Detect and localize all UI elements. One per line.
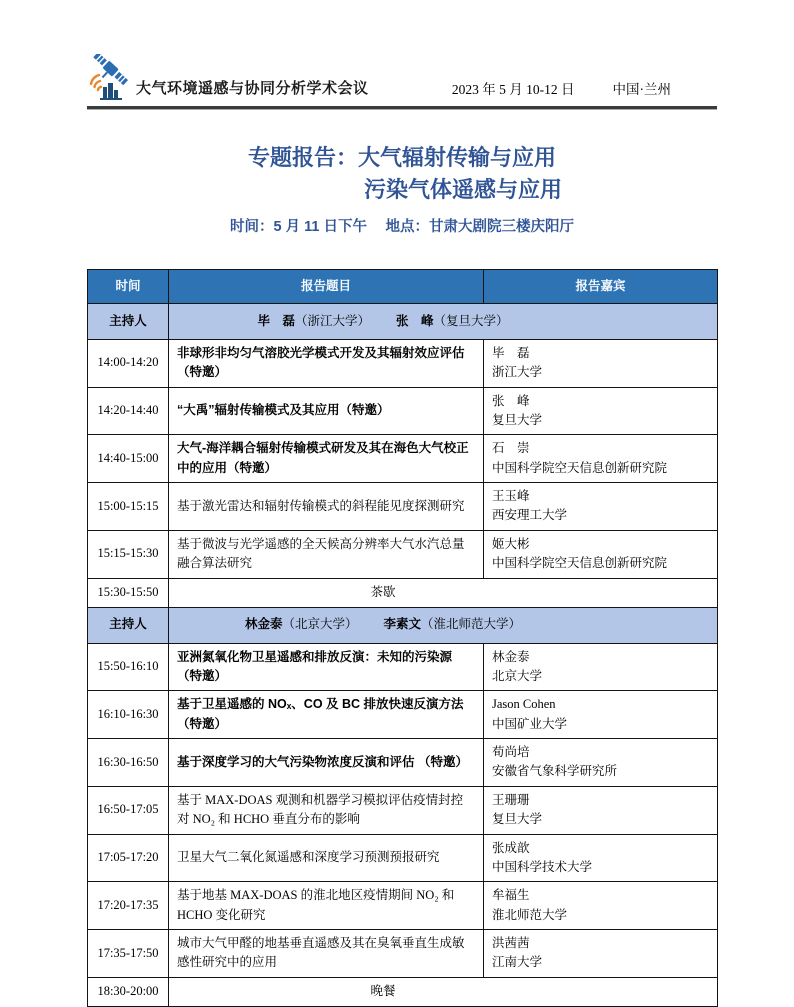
session-time-location: 时间：5 月 11 日下午 地点：甘肃大剧院三楼庆阳厅 [229, 218, 574, 235]
time-cell: 17:05-17:20 [88, 834, 169, 882]
speaker-name: 石 崇 [492, 441, 530, 456]
talk-title: 非球形非均匀气溶胶光学模式开发及其辐射效应评估（特邀） [169, 339, 484, 387]
speaker-cell [484, 882, 718, 930]
speaker-name: 毕 磊 [492, 345, 530, 360]
break-label: 晚餐 [169, 977, 718, 1006]
speaker-name: 王玉峰 [492, 489, 530, 504]
talk-row [88, 435, 718, 483]
time-cell: 14:40-15:00 [88, 435, 169, 483]
satellite-logo-icon [87, 54, 129, 100]
time-cell: 18:30-20:00 [88, 977, 169, 1006]
header-divider-rule [87, 106, 717, 110]
talk-title: 基于 MAX-DOAS 观测和机器学习模拟评估疫情封控对 NO₂ 和 HCHO 垂直分布的影响 [169, 786, 484, 834]
talk-row [88, 882, 718, 930]
talk-title: 基于激光雷达和辐射传输模式的斜程能见度探测研究 [169, 483, 484, 531]
chair-row [88, 607, 718, 643]
talk-title: 卫星大气二氧化氮遥感和深度学习预测预报研究 [169, 834, 484, 882]
page-title [87, 142, 717, 206]
speaker-affiliation: 浙江大学 [492, 365, 543, 380]
speaker-cell [484, 483, 718, 531]
speaker-cell [484, 387, 718, 435]
speaker-cell [484, 834, 718, 882]
time-cell: 14:20-14:40 [88, 387, 169, 435]
chair-affiliation: （复旦大学） [433, 313, 509, 328]
talk-title: “大禹”辐射传输模式及其应用（特邀） [169, 387, 484, 435]
speaker-name: 林金泰 [492, 649, 530, 664]
speaker-affiliation: 复旦大学 [492, 812, 543, 827]
program-schedule-table [87, 269, 718, 1007]
time-cell: 16:10-16:30 [88, 691, 169, 739]
chair-affiliation: （淮北师范大学） [421, 617, 522, 632]
talk-row [88, 643, 718, 691]
chair-label: 主持人 [88, 607, 169, 643]
talk-row [88, 930, 718, 978]
chair-affiliation: （北京大学） [282, 617, 358, 632]
table-header [88, 269, 718, 303]
page-title-line2: 污染气体遥感与应用 [363, 176, 562, 202]
conference-brand [87, 54, 369, 100]
talk-row [88, 834, 718, 882]
chair-name: 李素文 [383, 617, 422, 632]
time-cell: 16:50-17:05 [88, 786, 169, 834]
speaker-name: 荀尚培 [492, 745, 530, 760]
talk-row [88, 530, 718, 578]
talk-row [88, 691, 718, 739]
talk-title: 基于微波与光学遥感的全天候高分辨率大气水汽总量融合算法研究 [169, 530, 484, 578]
speaker-affiliation: 江南大学 [492, 955, 543, 970]
page-header [87, 56, 717, 106]
speaker-cell [484, 435, 718, 483]
talk-title: 基于地基 MAX-DOAS 的淮北地区疫情期间 NO₂ 和 HCHO 变化研究 [169, 882, 484, 930]
break-row [88, 578, 718, 607]
column-header-time: 时间 [88, 269, 169, 303]
chair-affiliation: （浙江大学） [294, 313, 370, 328]
speaker-cell [484, 530, 718, 578]
speaker-affiliation: 淮北师范大学 [492, 907, 568, 922]
speaker-cell [484, 786, 718, 834]
time-cell: 15:15-15:30 [88, 530, 169, 578]
conference-name: 大气环境遥感与协同分析学术会议 [136, 81, 369, 97]
speaker-name: 姬大彬 [492, 536, 530, 551]
chair [257, 314, 370, 328]
speaker-name: 张 峰 [492, 393, 530, 408]
talk-row [88, 739, 718, 787]
time-cell: 15:50-16:10 [88, 643, 169, 691]
chair-row [88, 303, 718, 339]
talk-title: 亚洲氮氧化物卫星遥感和排放反演：未知的污染源（特邀） [169, 643, 484, 691]
speaker-name: Jason Cohen [492, 697, 556, 712]
chair-name: 张 峰 [396, 313, 434, 328]
chair-label: 主持人 [88, 303, 169, 339]
session-chairs [169, 303, 718, 339]
time-cell: 16:30-16:50 [88, 739, 169, 787]
speaker-affiliation: 中国科学技术大学 [492, 859, 593, 874]
talk-title: 大气-海洋耦合辐射传输模式研发及其在海色大气校正中的应用（特邀） [169, 435, 484, 483]
conference-location: 中国·兰州 [612, 82, 671, 97]
conference-date: 2023 年 5 月 10-12 日 [451, 82, 575, 97]
time-cell: 14:00-14:20 [88, 339, 169, 387]
speaker-affiliation: 复旦大学 [492, 412, 543, 427]
break-label: 茶歇 [169, 578, 718, 607]
chair-name: 毕 磊 [257, 313, 295, 328]
speaker-affiliation: 北京大学 [492, 668, 543, 683]
speaker-affiliation: 中国科学院空天信息创新研究院 [492, 556, 668, 571]
speaker-affiliation: 中国科学院空天信息创新研究院 [492, 460, 668, 475]
chair [384, 617, 522, 631]
talk-title: 基于深度学习的大气污染物浓度反演和评估 （特邀） [169, 739, 484, 787]
speaker-cell [484, 930, 718, 978]
speaker-cell [484, 739, 718, 787]
time-cell: 15:00-15:15 [88, 483, 169, 531]
column-header-title: 报告题目 [169, 269, 484, 303]
speaker-affiliation: 安徽省气象科学研究所 [492, 764, 618, 779]
table-body [88, 303, 718, 1006]
speaker-cell [484, 691, 718, 739]
column-header-guest: 报告嘉宾 [484, 269, 718, 303]
speaker-name: 张成歆 [492, 840, 530, 855]
session-chairs [169, 607, 718, 643]
time-cell: 17:35-17:50 [88, 930, 169, 978]
talk-row [88, 387, 718, 435]
speaker-cell [484, 643, 718, 691]
speaker-affiliation: 西安理工大学 [492, 508, 568, 523]
time-cell: 17:20-17:35 [88, 882, 169, 930]
talk-title: 城市大气甲醛的地基垂直遥感及其在臭氧垂直生成敏感性研究中的应用 [169, 930, 484, 978]
speaker-name: 王珊珊 [492, 792, 530, 807]
time-cell: 15:30-15:50 [88, 578, 169, 607]
break-row [88, 977, 718, 1006]
speaker-name: 洪茜茜 [492, 936, 530, 951]
talk-title: 基于卫星遥感的 NOₓ、CO 及 BC 排放快速反演方法（特邀） [169, 691, 484, 739]
speaker-name: 牟福生 [492, 888, 530, 903]
page-title-line1: 专题报告：大气辐射传输与应用 [247, 145, 556, 170]
talk-row [88, 483, 718, 531]
speaker-cell [484, 339, 718, 387]
speaker-affiliation: 中国矿业大学 [492, 716, 568, 731]
talk-row [88, 339, 718, 387]
chair [245, 617, 358, 631]
chair-name: 林金泰 [244, 617, 283, 632]
talk-row [88, 786, 718, 834]
chair [396, 314, 509, 328]
header-row [88, 269, 718, 303]
